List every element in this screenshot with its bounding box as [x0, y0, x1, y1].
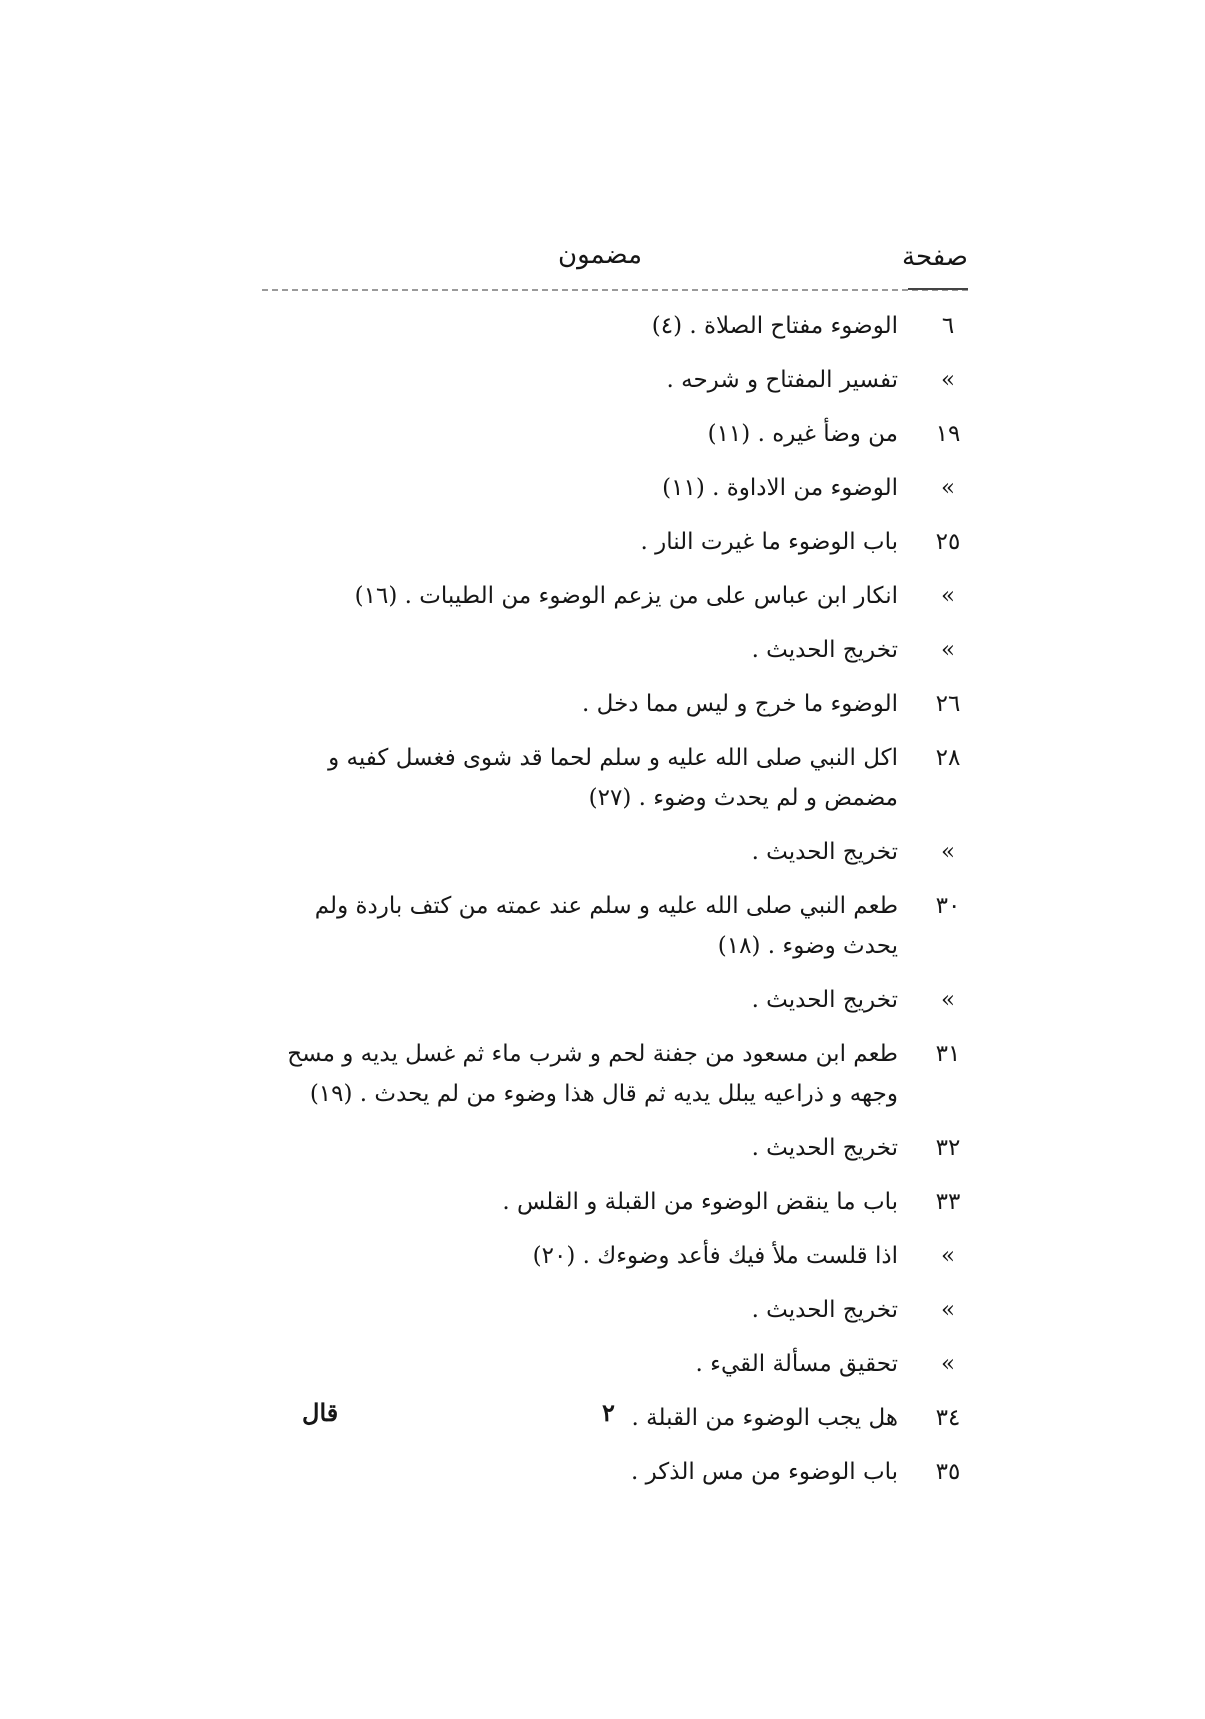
entry-text: هل يجب الوضوء من القبلة .	[631, 1405, 898, 1431]
entry-text: انكار ابن عباس على من يزعم الوضوء من الطيبات . (١٦)	[354, 583, 898, 609]
table-header	[262, 242, 968, 292]
entry-page: »	[940, 475, 956, 501]
list-item	[262, 1290, 968, 1330]
list-item	[262, 576, 968, 616]
entry-page: »	[940, 583, 956, 609]
list-item	[262, 1182, 968, 1222]
entry-page: »	[940, 839, 956, 865]
entry-text: تخريج الحديث .	[751, 1297, 898, 1323]
entry-text: تفسير المفتاح و شرحه .	[666, 367, 898, 393]
entry-page: ٣٠	[935, 893, 961, 919]
entry-text: تخريج الحديث .	[751, 637, 898, 663]
list-item	[262, 1128, 968, 1168]
entry-page: ٣٥	[935, 1459, 961, 1485]
list-item	[262, 522, 968, 562]
entry-text: تخريج الحديث .	[751, 839, 898, 865]
entry-text: باب الوضوء ما غيرت النار .	[640, 529, 898, 555]
entry-page: »	[940, 367, 956, 393]
entry-page: ٢٦	[935, 691, 961, 717]
list-item	[262, 1034, 968, 1114]
header-divider	[262, 289, 968, 291]
entry-text: من وضأ غيره . (١١)	[707, 421, 898, 447]
entry-page: »	[940, 637, 956, 663]
list-item	[262, 1344, 968, 1384]
entry-text: طعم النبي صلى الله عليه و سلم عند عمته من كتف باردة ولم يحدث وضوء . (١٨)	[314, 893, 898, 959]
list-item	[262, 414, 968, 454]
entry-page: »	[940, 1351, 956, 1377]
list-item	[262, 738, 968, 818]
entry-text: تخريج الحديث .	[751, 987, 898, 1013]
list-item	[262, 886, 968, 966]
entry-page: »	[940, 1297, 956, 1323]
entry-text: اذا قلست ملأ فيك فأعد وضوءك . (٢٠)	[532, 1243, 898, 1269]
header-divider-solid	[908, 288, 968, 290]
page-footer	[262, 1398, 968, 1438]
entry-text: تخريج الحديث .	[751, 1135, 898, 1161]
list-item	[262, 980, 968, 1020]
entry-page: ٣٤	[935, 1405, 961, 1431]
entry-text: باب الوضوء من مس الذكر .	[630, 1459, 898, 1485]
list-item	[262, 684, 968, 724]
entry-page: ٦	[941, 313, 955, 339]
page-number: ٢	[602, 1398, 615, 1427]
entry-page: »	[940, 987, 956, 1013]
entry-text: اكل النبي صلى الله عليه و سلم لحما قد شوى فغسل كفيه و مضمض و لم يحدث وضوء . (٢٧)	[328, 745, 898, 811]
entry-page: ١٩	[935, 421, 961, 447]
entry-page: ٣٢	[935, 1135, 961, 1161]
entry-page: ٣٣	[935, 1189, 961, 1215]
entry-text: طعم ابن مسعود من جفنة لحم و شرب ماء ثم غسل يديه و مسح وجهه و ذراعيه يبلل يديه ثم قال هذا وضوء من لم يحدث . (١٩)	[287, 1041, 898, 1107]
list-item	[262, 360, 968, 400]
entry-text: الوضوء ما خرج و ليس مما دخل .	[582, 691, 898, 717]
page-column-heading: صفحة	[902, 242, 968, 272]
entry-page: ٢٥	[935, 529, 961, 555]
subject-column-heading: مضمون	[557, 240, 642, 270]
entry-page: »	[940, 1243, 956, 1269]
list-item	[262, 1236, 968, 1276]
list-item	[262, 630, 968, 670]
entry-page: ٣١	[935, 1041, 961, 1067]
catchword: قال	[302, 1398, 339, 1427]
entry-text: تحقيق مسألة القيء .	[695, 1351, 898, 1377]
entry-text: الوضوء من الاداوة . (١١)	[662, 475, 898, 501]
entry-page: ٢٨	[935, 745, 961, 771]
list-item	[262, 1452, 968, 1492]
list-item	[262, 306, 968, 346]
list-item	[262, 468, 968, 508]
contents-list	[262, 306, 968, 1506]
entry-text: الوضوء مفتاح الصلاة . (٤)	[651, 313, 898, 339]
list-item	[262, 832, 968, 872]
entry-text: باب ما ينقض الوضوء من القبلة و القلس .	[502, 1189, 898, 1215]
